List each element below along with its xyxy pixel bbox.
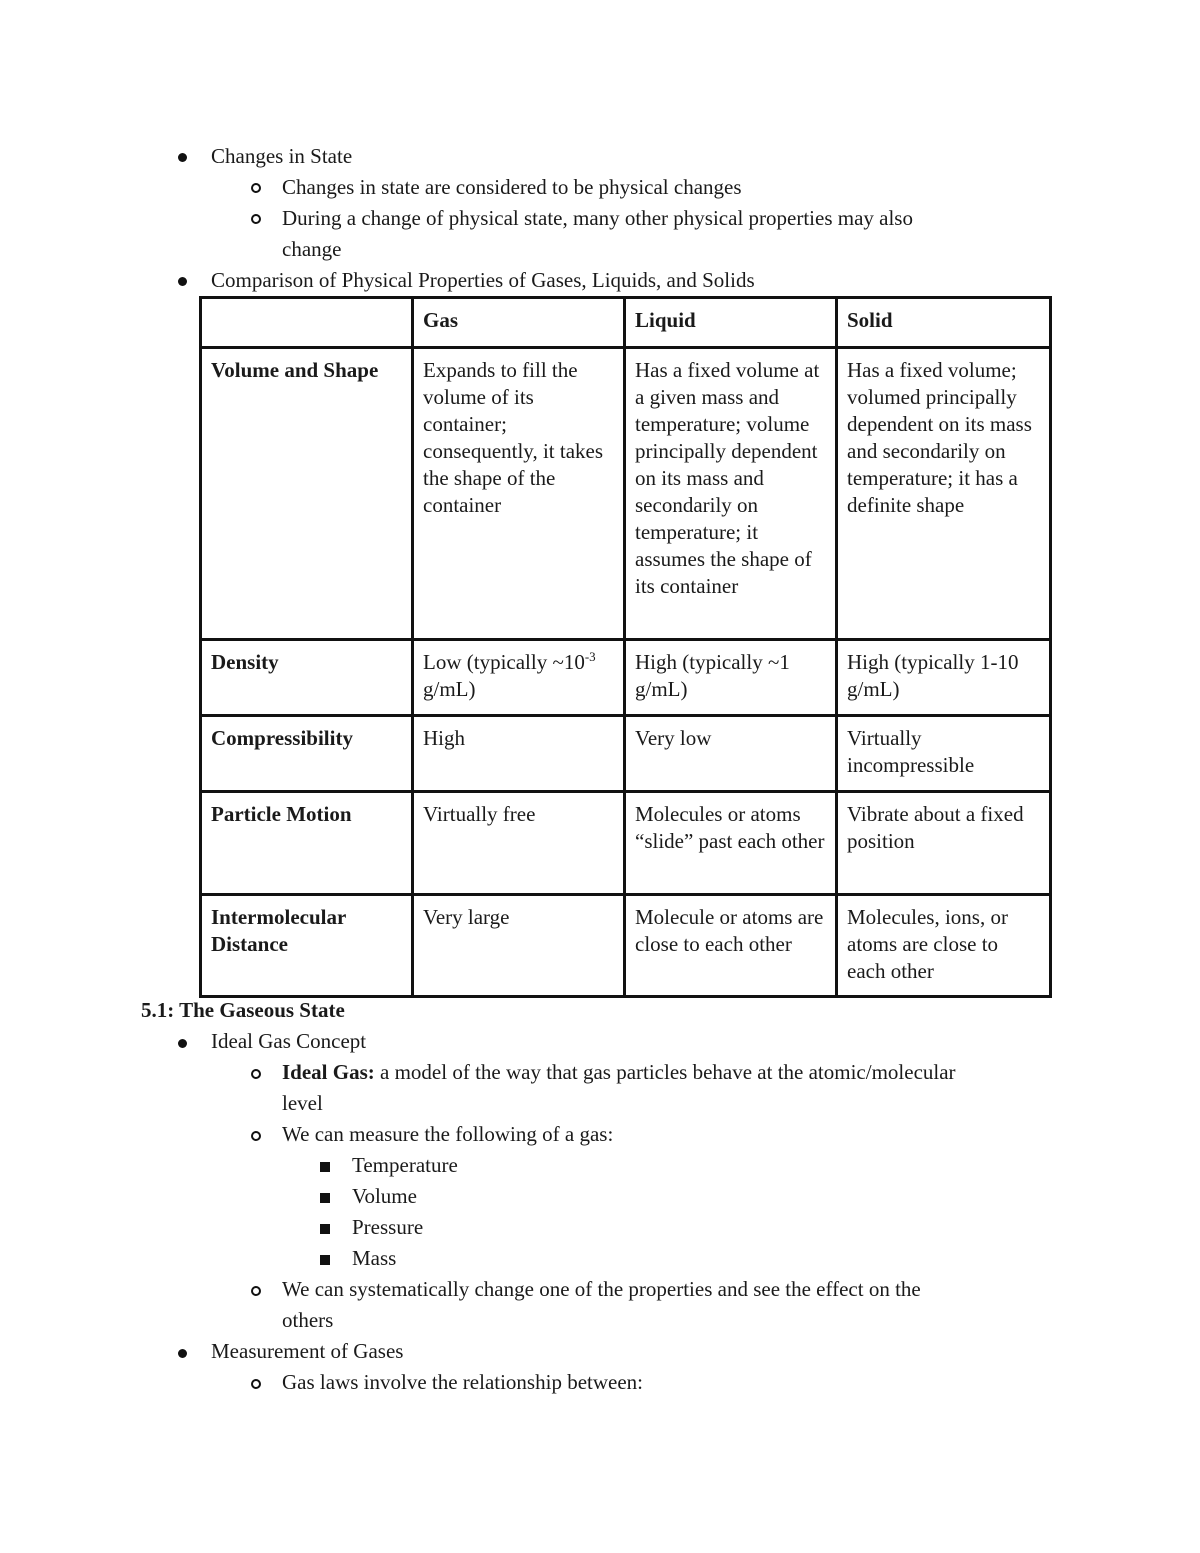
density-gas-unit: g/mL) [423, 677, 476, 701]
bullet-icon [178, 1039, 187, 1048]
square-bullet-icon [320, 1255, 330, 1265]
sub-bullet-gas-laws: Gas laws involve the relationship between: [282, 1370, 643, 1394]
sub-bullet-systematic-change: We can systematically change one of the properties and see the effect on the [282, 1277, 921, 1301]
table-row [201, 895, 1051, 997]
bullet-comparison: Comparison of Physical Properties of Gases, Liquids, and Solids [211, 268, 755, 292]
density-gas-text: Low (typically ~10 [423, 650, 585, 674]
table-cell [413, 640, 625, 716]
table-header-cell [201, 298, 413, 348]
table-cell: Virtually incompressible [837, 716, 1051, 792]
table-cell: Molecule or atoms are close to each other [625, 895, 837, 997]
list-item: Temperature [352, 1153, 458, 1177]
ideal-gas-term: Ideal Gas: [282, 1060, 375, 1084]
sub-bullet-ideal-gas-cont: level [282, 1091, 323, 1115]
bullet-icon [178, 277, 187, 286]
table-cell: High [413, 716, 625, 792]
table-header-cell: Liquid [625, 298, 837, 348]
row-label: Compressibility [201, 716, 413, 792]
table-cell: Has a fixed volume; volumed principally dependent on its mass and secondarily on temperature; it has a definite shape [837, 348, 1051, 640]
sub-bullet-change-of-state: During a change of physical state, many other physical properties may also [282, 206, 913, 230]
row-label: Density [201, 640, 413, 716]
hollow-bullet-icon [251, 183, 261, 193]
table-row [201, 792, 1051, 895]
bullet-icon [178, 1349, 187, 1358]
table-row [201, 716, 1051, 792]
section-heading: 5.1: The Gaseous State [141, 998, 345, 1022]
bullet-measurement-of-gases: Measurement of Gases [211, 1339, 404, 1363]
list-item: Volume [352, 1184, 417, 1208]
table-header-cell: Gas [413, 298, 625, 348]
table-row [201, 348, 1051, 640]
square-bullet-icon [320, 1193, 330, 1203]
row-label: Particle Motion [201, 792, 413, 895]
row-label: Volume and Shape [201, 348, 413, 640]
hollow-bullet-icon [251, 1286, 261, 1296]
row-label: Intermolecular Distance [201, 895, 413, 997]
table-row [201, 640, 1051, 716]
comparison-table [199, 296, 1052, 998]
sub-bullet-ideal-gas [282, 1057, 956, 1088]
sub-bullet-systematic-change-cont: others [282, 1308, 334, 1332]
sub-bullet-measure: We can measure the following of a gas: [282, 1122, 614, 1146]
bullet-icon [178, 153, 187, 162]
table-header-row [201, 298, 1051, 348]
square-bullet-icon [320, 1162, 330, 1172]
list-item: Mass [352, 1246, 397, 1270]
bullet-ideal-gas-concept: Ideal Gas Concept [211, 1029, 367, 1053]
table-cell: High (typically 1-10 g/mL) [837, 640, 1051, 716]
table-cell: Has a fixed volume at a given mass and temperature; volume principally dependent on its mass and secondarily on temperature; it assumes the shape of its container [625, 348, 837, 640]
table-cell: Molecules, ions, or atoms are close to each other [837, 895, 1051, 997]
ideal-gas-definition: a model of the way that gas particles behave at the atomic/molecular [374, 1060, 956, 1084]
density-gas-exponent: -3 [584, 649, 596, 664]
table-cell: Expands to fill the volume of its container; consequently, it takes the shape of the container [413, 348, 625, 640]
table-cell: Molecules or atoms “slide” past each other [625, 792, 837, 895]
hollow-bullet-icon [251, 214, 261, 224]
table-cell: Very low [625, 716, 837, 792]
hollow-bullet-icon [251, 1379, 261, 1389]
list-item: Pressure [352, 1215, 424, 1239]
table-cell: Very large [413, 895, 625, 997]
hollow-bullet-icon [251, 1069, 261, 1079]
bullet-changes-in-state: Changes in State [211, 144, 353, 168]
table-header-cell: Solid [837, 298, 1051, 348]
table-cell: High (typically ~1 g/mL) [625, 640, 837, 716]
hollow-bullet-icon [251, 1131, 261, 1141]
sub-bullet-physical-changes: Changes in state are considered to be physical changes [282, 175, 742, 199]
table-cell: Virtually free [413, 792, 625, 895]
table-cell: Vibrate about a fixed position [837, 792, 1051, 895]
square-bullet-icon [320, 1224, 330, 1234]
sub-bullet-change-of-state-cont: change [282, 237, 342, 261]
